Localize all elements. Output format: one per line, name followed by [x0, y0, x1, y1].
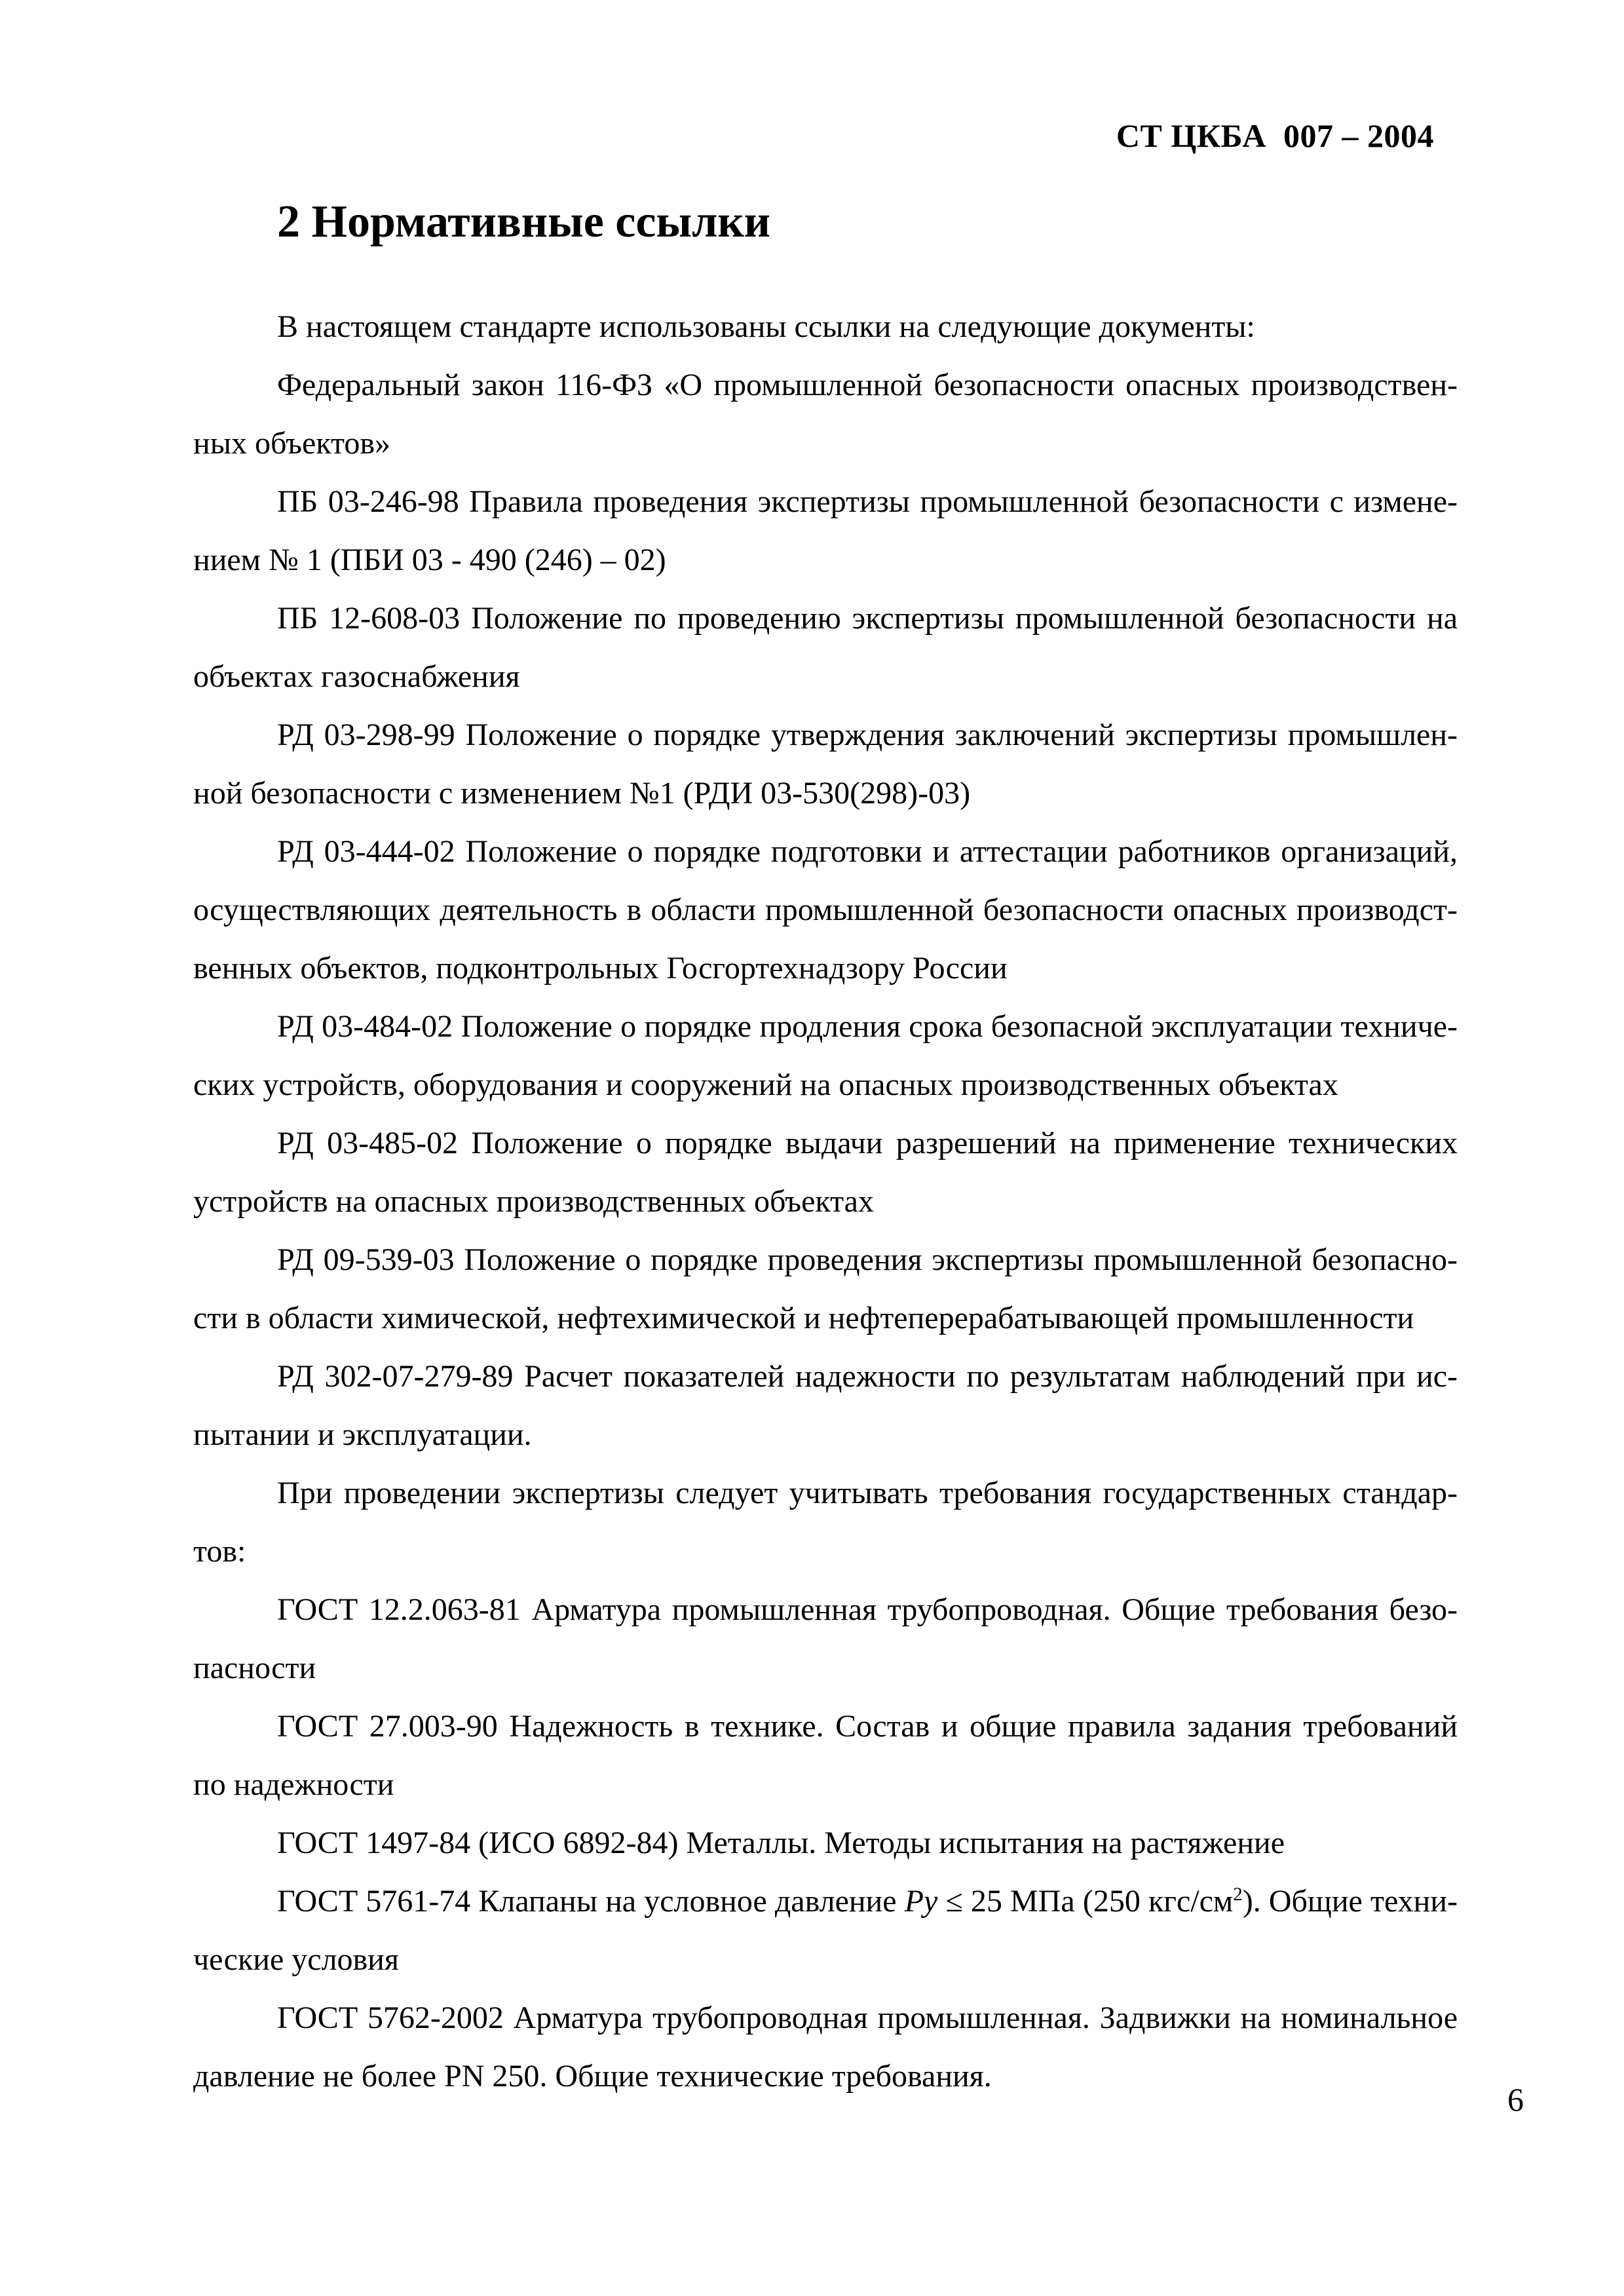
reference-item: РД 03-484-02 Положение о порядке продления срока безопасной эксплуатации технических устройств, оборудования и сооружений на опасных производственных объектах: [193, 1009, 1458, 1102]
gost-5761-text-start: ГОСТ 5761-74 Клапаны на условное давление: [277, 1884, 905, 1919]
nominal-pressure-symbol: Ру: [904, 1884, 938, 1919]
gost-5761-text-end: ). Общие технические условия: [193, 1884, 1458, 1977]
reference-item: РД 03-485-02 Положение о порядке выдачи разрешений на применение технических устройств на опасных производственных объектах: [193, 1126, 1458, 1219]
paragraph-intro: В настоящем стандарте использованы ссылки на следующие документы:: [277, 309, 1255, 344]
reference-item: РД 09-539-03 Положение о порядке проведения экспертизы промышленной безопасности в области химической, нефтехимической и нефтеперерабатывающей промышленности: [193, 1242, 1458, 1335]
references-body: [193, 297, 1458, 2105]
reference-item: ПБ 03-246-98 Правила проведения экспертизы промышленной безопасности с изменением № 1 (ПБИ 03 - 490 (246) – 02): [193, 484, 1458, 577]
reference-item: ПБ 12-608-03 Положение по проведению экспертизы промышленной безопасности на объектах газоснабжения: [193, 601, 1458, 694]
reference-item: ГОСТ 1497-84 (ИСО 6892-84) Металлы. Методы испытания на растяжение: [277, 1826, 1285, 1860]
section-title: 2 Нормативные ссылки: [277, 197, 771, 247]
reference-item: ГОСТ 27.003-90 Надежность в технике. Состав и общие правила задания требований по надежности: [193, 1709, 1458, 1802]
reference-item: РД 03-444-02 Положение о порядке подготовки и аттестации работников организаций, осуществляющих деятельность в области промышленной безопасности опасных производственных объектов, подконтрольных Госгортехнадзору России: [193, 834, 1458, 985]
reference-item: РД 302-07-279-89 Расчет показателей надежности по результатам наблюдений при испытании и эксплуатации.: [193, 1359, 1458, 1452]
reference-item: Федеральный закон 116-ФЗ «О промышленной безопасности опасных производственных объектов»: [193, 368, 1458, 461]
reference-item: ГОСТ 5762-2002 Арматура трубопроводная промышленная. Задвижки на номинальное давление не более PN 250. Общие технические требования.: [193, 2000, 1458, 2094]
reference-item: ГОСТ 12.2.063-81 Арматура промышленная трубопроводная. Общие требования безопасности: [193, 1592, 1458, 1685]
document-code: СТ ЦКБА 007 – 2004: [1116, 117, 1434, 154]
unit-superscript: 2: [1233, 1884, 1243, 1905]
gost-5761-text-middle: ≤ 25 МПа (250 кгс/см: [937, 1884, 1234, 1919]
reference-item-gost-5761: [193, 1872, 1458, 1989]
page-number: 6: [1507, 2081, 1524, 2118]
reference-item: РД 03-298-99 Положение о порядке утверждения заключений экспертизы промышленной безопасности с изменением №1 (РДИ 03-530(298)-03): [193, 718, 1458, 811]
paragraph-standards-intro: При проведении экспертизы следует учитывать требования государственных стандартов:: [193, 1476, 1458, 1569]
